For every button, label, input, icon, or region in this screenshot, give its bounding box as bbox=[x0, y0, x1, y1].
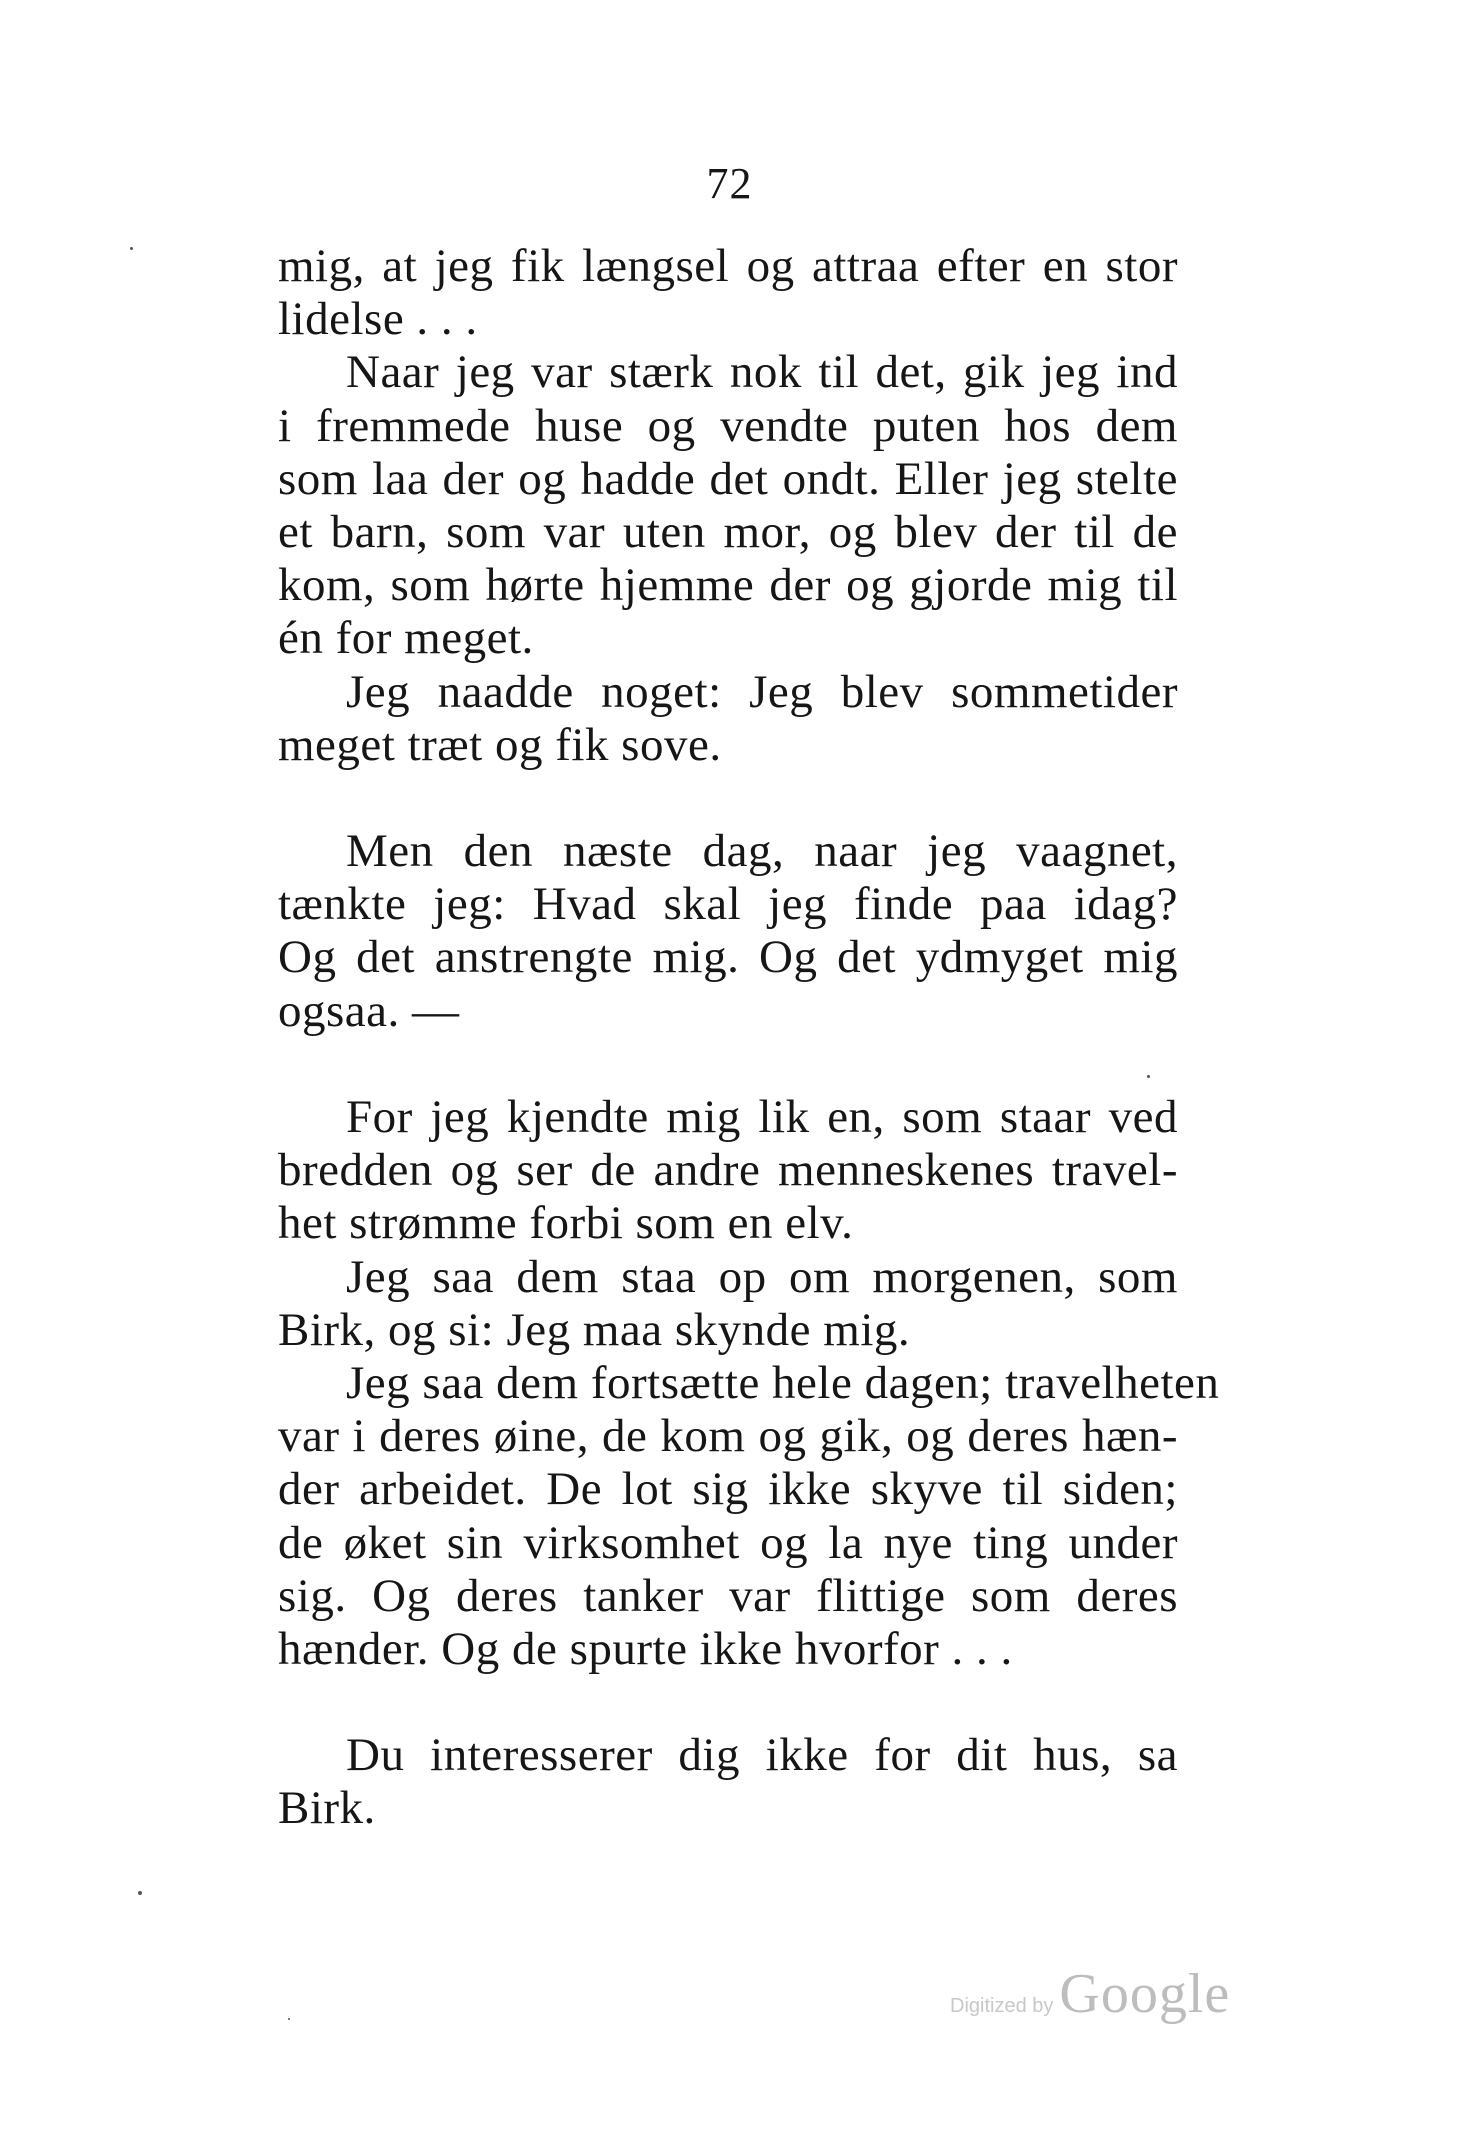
text-line: i fremmede huse og vendte puten hos dem bbox=[278, 399, 1178, 452]
text-line: Naar jeg var stærk nok til det, gik jeg ind bbox=[346, 346, 1178, 399]
text-line: Og det anstrengte mig. Og det ydmyget mig bbox=[278, 931, 1178, 984]
scan-speck bbox=[288, 2018, 290, 2020]
google-logo: Google bbox=[1059, 1963, 1231, 2025]
text-line: som laa der og hadde det ondt. Eller jeg stelte bbox=[278, 452, 1178, 505]
text-line: tænkte jeg: Hvad skal jeg finde paa idag? bbox=[278, 878, 1178, 931]
digitized-label: Digitized by bbox=[950, 1995, 1054, 2017]
text-line: het strømme forbi som en elv. bbox=[278, 1197, 854, 1250]
text-line: For jeg kjendte mig lik en, som staar ved bbox=[346, 1091, 1178, 1143]
text-line: de øket sin virksomhet og la nye ting under bbox=[278, 1516, 1178, 1569]
paragraph-gap bbox=[278, 1676, 1178, 1729]
scan-speck bbox=[130, 247, 133, 250]
paragraph-gap bbox=[278, 1038, 1178, 1091]
scan-speck bbox=[1147, 1075, 1150, 1078]
text-line: lidelse . . . bbox=[278, 293, 478, 346]
text-line: et barn, som var uten mor, og blev der til de bbox=[278, 505, 1178, 558]
text-line: Jeg naadde noget: Jeg blev sommetider bbox=[346, 665, 1178, 718]
text-line: der arbeidet. De lot sig ikke skyve til siden; bbox=[278, 1463, 1178, 1516]
paragraph-gap bbox=[278, 772, 1178, 825]
text-line: Du interesserer dig ikke for dit hus, sa bbox=[346, 1729, 1178, 1782]
text-line: sig. Og deres tanker var flittige som deres bbox=[278, 1569, 1178, 1622]
text-line: mig, at jeg fik længsel og attraa efter en stor bbox=[278, 240, 1178, 292]
text-line: ogsaa. — bbox=[278, 984, 460, 1037]
text-line: kom, som hørte hjemme der og gjorde mig til bbox=[278, 559, 1178, 612]
text-line: var i deres øine, de kom og gik, og deres hæn- bbox=[278, 1410, 1178, 1463]
body-text bbox=[278, 240, 1220, 1836]
text-line: Men den næste dag, naar jeg vaagnet, bbox=[346, 825, 1178, 878]
text-line: Birk. bbox=[278, 1782, 376, 1835]
text-line: bredden og ser de andre menneskenes travel- bbox=[278, 1144, 1178, 1197]
page-number: 72 bbox=[706, 159, 753, 208]
text-line: Birk, og si: Jeg maa skynde mig. bbox=[278, 1303, 911, 1356]
digitized-watermark bbox=[950, 1962, 1230, 2026]
scan-speck bbox=[138, 1891, 142, 1895]
text-line: Jeg saa dem staa op om morgenen, som bbox=[346, 1250, 1178, 1303]
text-line: én for meget. bbox=[278, 612, 534, 665]
text-line: Jeg saa dem fortsætte hele dagen; travelheten bbox=[346, 1356, 1220, 1409]
text-line: meget træt og fik sove. bbox=[278, 718, 722, 771]
text-line: hænder. Og de spurte ikke hvorfor . . . bbox=[278, 1622, 1013, 1675]
